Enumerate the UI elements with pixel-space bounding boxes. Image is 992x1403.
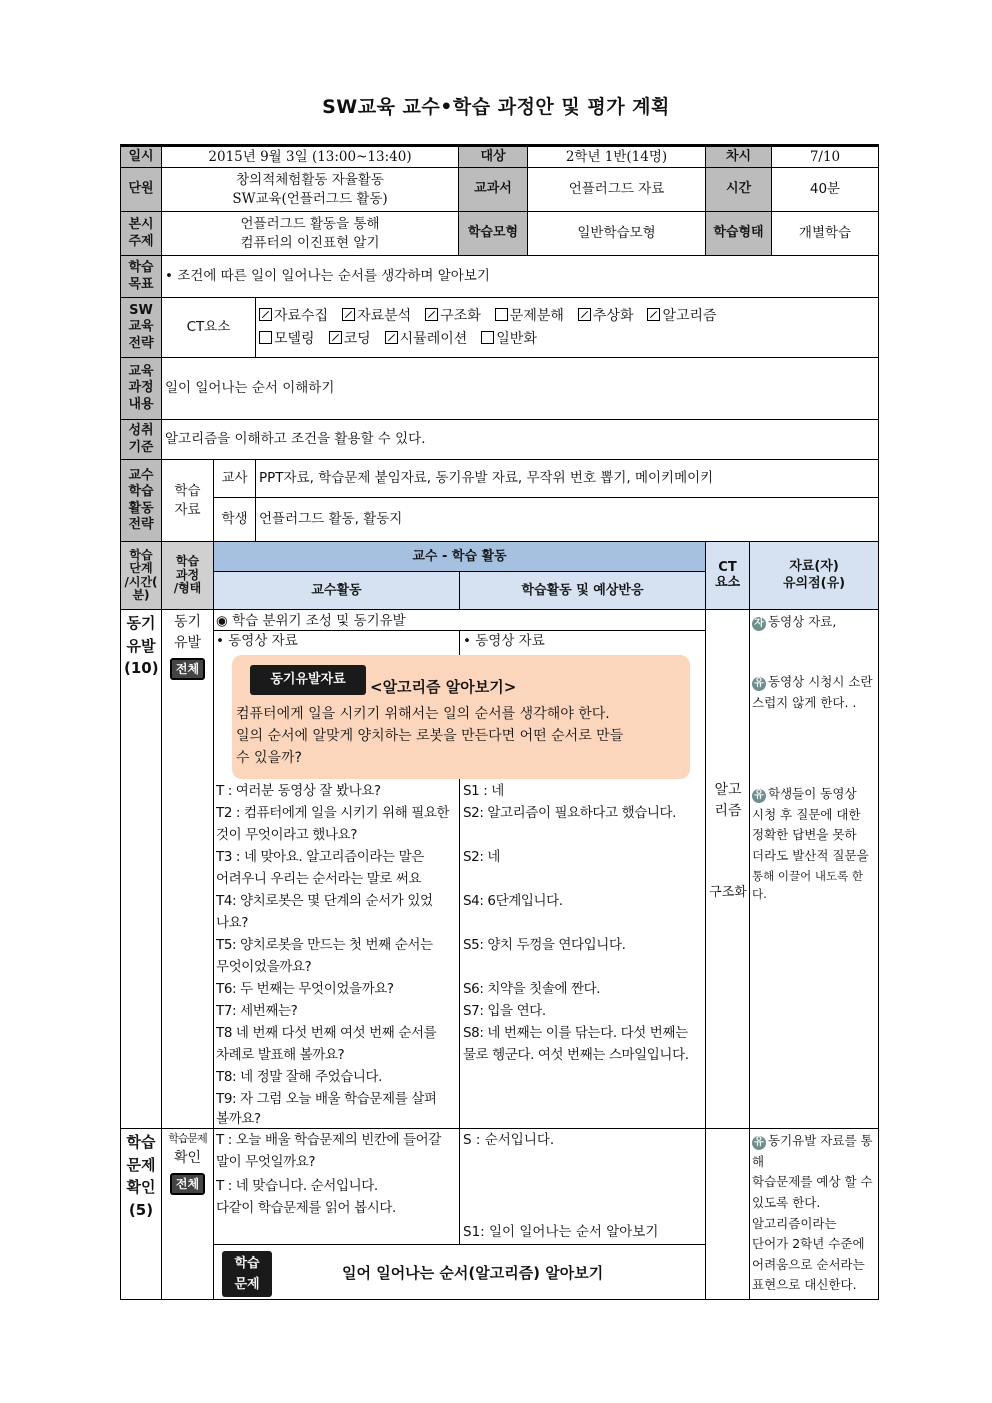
process-header-2: 과정	[175, 567, 200, 582]
student-line: S7: 입을 연다.	[463, 1003, 546, 1019]
teacher-line: T4: 양치로봇은 몇 단계의 순서가 있었	[216, 893, 433, 909]
learning-problem-text: 일어 일어나는 순서(알고리즘) 알아보기	[342, 1264, 604, 1282]
goal-value: • 조건에 따른 일이 일어나는 순서를 생각하며 알아보기	[162, 256, 879, 298]
target-label: 대상	[459, 146, 528, 168]
teacher-line: 다같이 학습문제를 읽어 봅시다.	[216, 1200, 396, 1216]
content-label-1: 교육	[128, 364, 154, 380]
teacher-res-value: PPT자료, 학습문제 붙임자료, 동기유발 자료, 무작위 번호 뽑기, 메이키메이키	[256, 460, 879, 498]
motivation-process-2: 유발	[173, 635, 202, 651]
problem-tag-1: 학습	[234, 1256, 260, 1271]
caution-tag-icon: 유	[752, 677, 766, 691]
ct-header	[706, 542, 750, 610]
ct-header-1: CT	[718, 560, 737, 576]
ct-structuring: 구조화	[709, 885, 747, 900]
ct-item	[647, 308, 716, 324]
period-label: 차시	[706, 146, 772, 168]
criteria-value: 알고리즘을 이해하고 조건을 활용할 수 있다.	[162, 420, 879, 460]
topic-line-1: 언플러그드 활동을 통해	[240, 216, 380, 233]
problem-student-1: S : 순서입니다.	[463, 1132, 555, 1148]
ct-item	[578, 308, 634, 324]
teacher-line: 나요?	[216, 915, 249, 931]
ct-item	[259, 308, 328, 324]
problem-process-2: 확인	[173, 1149, 202, 1166]
note-line	[752, 1193, 876, 1214]
criteria-label-1: 성취	[128, 423, 154, 439]
ct-row-2	[259, 328, 875, 350]
ct-checklist	[256, 298, 879, 358]
target-value: 2학년 1반(14명)	[528, 146, 706, 168]
ct-item	[342, 308, 411, 324]
ct-item-label: 알고리즘	[662, 308, 717, 325]
note-line	[752, 1214, 876, 1235]
motivation-box-line-2: 일의 순서에 알맞게 양치하는 로봇을 만든다면 어떤 순서로 만들	[236, 728, 624, 744]
checked-box-icon	[329, 331, 342, 344]
notes-header	[750, 542, 879, 610]
stage-header-1: 학습	[129, 548, 153, 563]
note-text: 동기유발 자료를 통해	[752, 1133, 873, 1169]
problem-stage-1: 학습	[126, 1133, 156, 1151]
note-line	[752, 1275, 876, 1296]
empty-box-icon	[481, 331, 494, 344]
teacher-line: T3 : 네 맞아요. 알고리즘이라는 말은	[216, 849, 424, 865]
note-line	[752, 1131, 876, 1172]
student-line: S1 : 네	[463, 783, 504, 799]
date-label: 일시	[121, 146, 162, 168]
teacher-line: 것이 무엇이라고 했나요?	[216, 827, 357, 843]
info-table	[120, 144, 879, 542]
problem-activities	[214, 1129, 706, 1300]
form-value: 개별학습	[772, 212, 879, 256]
student-res-value: 언플러그드 활동, 활동지	[256, 498, 879, 542]
student-line: S6: 치약을 칫솔에 짠다.	[463, 981, 601, 997]
sw-label-3: 전략	[128, 335, 154, 351]
teacher-line: T7: 세번째는?	[216, 1003, 298, 1019]
lesson-plan-table	[120, 144, 878, 1300]
motivation-ct	[706, 610, 750, 1129]
student-activity-header: 학습활동 및 예상반응	[460, 572, 706, 610]
problem-notes-lines	[752, 1131, 876, 1296]
ct-row-1	[259, 305, 875, 327]
strategy-label	[121, 460, 162, 542]
ct-item	[259, 331, 315, 347]
note-text: 있도록 한다.	[752, 1194, 821, 1210]
teacher-line: T : 여러분 동영상 잘 봤나요?	[216, 783, 381, 799]
student-line: S2: 네	[463, 849, 501, 865]
problem-stage-3: 확인	[126, 1178, 156, 1196]
ct-item-label: 문제분해	[509, 308, 564, 325]
problem-student-2: S1: 일이 일어나는 순서 알아보기	[463, 1224, 659, 1240]
motivation-intro: ◉ 학습 분위기 조성 및 동기유발	[216, 613, 406, 629]
teacher-activity-header: 교수활동	[214, 572, 460, 610]
ct-element-label: CT요소	[162, 298, 256, 358]
problem-stage-2: 문제	[126, 1155, 156, 1174]
material-tag-icon: 자	[752, 617, 766, 631]
model-label: 학습모형	[459, 212, 528, 256]
note-line	[752, 1234, 876, 1255]
ct-header-2: 요소	[714, 574, 741, 590]
motivation-material-box	[232, 655, 690, 779]
ct-item-label: 코딩	[343, 330, 371, 347]
process-header	[162, 542, 214, 610]
notes-header-1: 자료(자)	[789, 558, 839, 574]
problem-process	[162, 1129, 214, 1300]
ct-item	[385, 331, 468, 347]
note-c-5: 통해 이끌어 내도록 한다.	[752, 868, 863, 902]
teacher-line: T : 네 맞습니다. 순서입니다.	[216, 1178, 378, 1194]
problem-ct	[706, 1129, 750, 1300]
goal-label-1: 학습	[128, 260, 154, 276]
learning-problem-tag	[222, 1251, 272, 1297]
note-c-1: 학생들이 동영상	[768, 786, 857, 801]
student-res-label: 학생	[214, 498, 256, 542]
note-text: 표현으로 대신한다.	[752, 1277, 857, 1293]
content-value: 일이 일어나는 순서 이해하기	[162, 358, 879, 420]
note-video-material: 동영상 자료,	[768, 614, 837, 629]
unit-line-2: SW교육(언플러그드 활동)	[232, 190, 388, 207]
ct-item-label: 자료분석	[357, 308, 412, 325]
student-video: • 동영상 자료	[463, 633, 545, 649]
teacher-video: • 동영상 자료	[216, 633, 298, 649]
motivation-box-title: <알고리즘 알아보기>	[370, 678, 517, 696]
document-title: SW교육 교수•학습 과정안 및 평가 계획	[322, 96, 670, 118]
note-c-3: 정확한 답변을 못하	[752, 827, 857, 843]
motivation-stage-2: 유발	[126, 636, 156, 655]
note-text: 알고리즘이라는	[752, 1215, 837, 1231]
checked-box-icon	[342, 308, 355, 321]
criteria-label	[121, 420, 162, 460]
strategy-label-4: 전략	[128, 516, 154, 532]
sw-label-1: SW	[129, 303, 153, 319]
material-value: 언플러그드 자료	[528, 168, 706, 212]
caution-tag-icon: 유	[752, 1136, 766, 1150]
ct-item	[495, 308, 564, 324]
criteria-label-2: 기준	[128, 439, 154, 455]
strategy-label-3: 활동	[128, 500, 154, 516]
empty-box-icon	[259, 331, 272, 344]
goal-label-2: 목표	[128, 276, 154, 292]
ct-algorithm-2: 리즘	[714, 803, 742, 819]
motivation-stage-3: (10)	[124, 659, 159, 677]
time-label: 시간	[706, 168, 772, 212]
column-divider	[459, 1129, 460, 1244]
ct-item	[329, 331, 371, 347]
note-c-4: 더라도 발산적 질문을	[752, 847, 869, 863]
teacher-res-label: 교사	[214, 460, 256, 498]
topic-label-1: 본시	[128, 217, 154, 233]
teacher-line: 차례로 발표해 볼까요?	[216, 1047, 345, 1063]
teacher-line: T9: 자 그럼 오늘 배울 학습문제를 살펴	[216, 1091, 437, 1107]
teacher-line: T5: 양치로봇을 만드는 첫 번째 순서는	[216, 937, 433, 953]
period-value: 7/10	[772, 146, 879, 168]
note-line	[752, 1255, 876, 1276]
teacher-line: 무엇이었을까요?	[216, 959, 312, 975]
teacher-line: T8: 네 정말 잘해 주었습니다.	[216, 1069, 383, 1085]
motivation-box-line-1: 컴퓨터에게 일을 시키기 위해서는 일의 순서를 생각해야 한다.	[236, 706, 610, 722]
teacher-line: 말이 무엇일까요?	[216, 1154, 316, 1170]
content-label-2: 과정	[128, 380, 154, 396]
note-c-2: 시청 후 질문에 대한	[752, 806, 861, 822]
checked-box-icon	[578, 308, 591, 321]
resources-label	[162, 460, 214, 542]
goal-label	[121, 256, 162, 298]
checked-box-icon	[647, 308, 660, 321]
mode-badge: 전체	[170, 1173, 205, 1195]
process-header-1: 학습	[175, 553, 200, 568]
motivation-process-1: 동기	[173, 614, 202, 630]
material-label: 교과서	[459, 168, 528, 212]
date-value: 2015년 9월 3일 (13:00~13:40)	[162, 146, 459, 168]
student-line: 물로 헹군다. 여섯 번째는 스마일입니다.	[463, 1047, 689, 1063]
sw-strategy-label	[121, 298, 162, 358]
teacher-line: T : 오늘 배울 학습문제의 빈칸에 들어갈	[216, 1132, 441, 1148]
problem-stage	[121, 1129, 162, 1300]
content-label-3: 내용	[128, 396, 154, 412]
ct-algorithm-1: 알고	[714, 782, 742, 798]
empty-box-icon	[495, 308, 508, 321]
motivation-process	[162, 610, 214, 1129]
caution-tag-icon: 유	[752, 789, 766, 803]
note-text: 단어가 2학년 수준에	[752, 1236, 865, 1252]
problem-tag-2: 문제	[234, 1277, 260, 1292]
motivation-stage-1: 동기	[126, 614, 156, 632]
notes-header-2: 유의점(유)	[782, 575, 846, 591]
activity-main-header: 교수 - 학습 활동	[214, 542, 706, 572]
topic-value	[162, 212, 459, 256]
teacher-line: 어려우니 우리는 순서라는 말로 써요	[216, 871, 422, 887]
motivation-notes	[750, 610, 879, 1129]
note-line	[752, 1172, 876, 1193]
teacher-line: T8 네 번째 다섯 번째 여섯 번째 순서를	[216, 1025, 437, 1041]
ct-item-label: 시뮬레이션	[399, 330, 468, 347]
motivation-stage	[121, 610, 162, 1129]
content-label	[121, 358, 162, 420]
checked-box-icon	[259, 308, 272, 321]
resources-label-1: 학습	[174, 483, 201, 500]
problem-notes	[750, 1129, 879, 1300]
ct-item-label: 추상화	[592, 308, 634, 325]
ct-item-label: 자료수집	[274, 308, 329, 325]
unit-label: 단원	[121, 168, 162, 212]
unit-value	[162, 168, 459, 212]
note-b-2: 스럽지 않게 한다. .	[752, 694, 857, 710]
checked-box-icon	[385, 331, 398, 344]
checked-box-icon	[425, 308, 438, 321]
unit-line-1: 창의적체험활동 자율활동	[236, 172, 384, 189]
stage-header-4: 분)	[132, 587, 150, 602]
topic-label-2: 주제	[128, 233, 154, 249]
note-text: 어려움으로 순서라는	[752, 1256, 865, 1272]
student-line: S5: 양치 두껑을 연다입니다.	[463, 937, 626, 953]
time-value: 40분	[772, 168, 879, 212]
topic-line-2: 컴퓨터의 이진표현 알기	[240, 234, 380, 251]
student-line: S2: 알고리즘이 필요하다고 했습니다.	[463, 805, 677, 821]
ct-item	[481, 331, 537, 347]
sw-label-2: 교육	[128, 319, 154, 335]
stage-header-3: /시간(	[124, 574, 158, 589]
resources-label-2: 자료	[174, 501, 201, 518]
topic-label	[121, 212, 162, 256]
mode-badge: 전체	[170, 658, 205, 680]
note-b-1: 동영상 시청시 소란	[768, 674, 873, 689]
motivation-box-line-3: 수 있을까?	[236, 750, 302, 766]
motivation-material-tag: 동기유발자료	[250, 665, 366, 695]
note-text: 학습문제를 예상 할 수	[752, 1174, 873, 1190]
problem-stage-4: (5)	[128, 1200, 154, 1219]
activity-table	[120, 541, 879, 1300]
student-line: S8: 네 번째는 이를 닦는다. 다섯 번째는	[463, 1025, 688, 1041]
divider	[214, 1244, 706, 1245]
process-header-3: /형태	[173, 581, 202, 596]
ct-item	[425, 308, 481, 324]
ct-item-label: 일반화	[496, 330, 537, 347]
strategy-label-1: 교수	[128, 468, 154, 483]
stage-header-2: 단계	[129, 561, 153, 576]
teacher-line: T2 : 컴퓨터에게 일을 시키기 위해 필요한	[216, 805, 450, 821]
stage-header	[121, 542, 162, 610]
problem-process-1: 학습문제	[168, 1132, 207, 1145]
motivation-activities	[214, 610, 706, 1129]
student-line: S4: 6단계입니다.	[463, 893, 563, 909]
form-label: 학습형태	[706, 212, 772, 256]
teacher-line: 볼까요?	[216, 1111, 261, 1127]
teacher-line: T6: 두 번째는 무엇이었을까요?	[216, 981, 394, 997]
ct-item-label: 모델링	[274, 330, 315, 347]
model-value: 일반학습모형	[528, 212, 706, 256]
strategy-label-2: 학습	[128, 484, 154, 500]
ct-item-label: 구조화	[440, 308, 481, 325]
